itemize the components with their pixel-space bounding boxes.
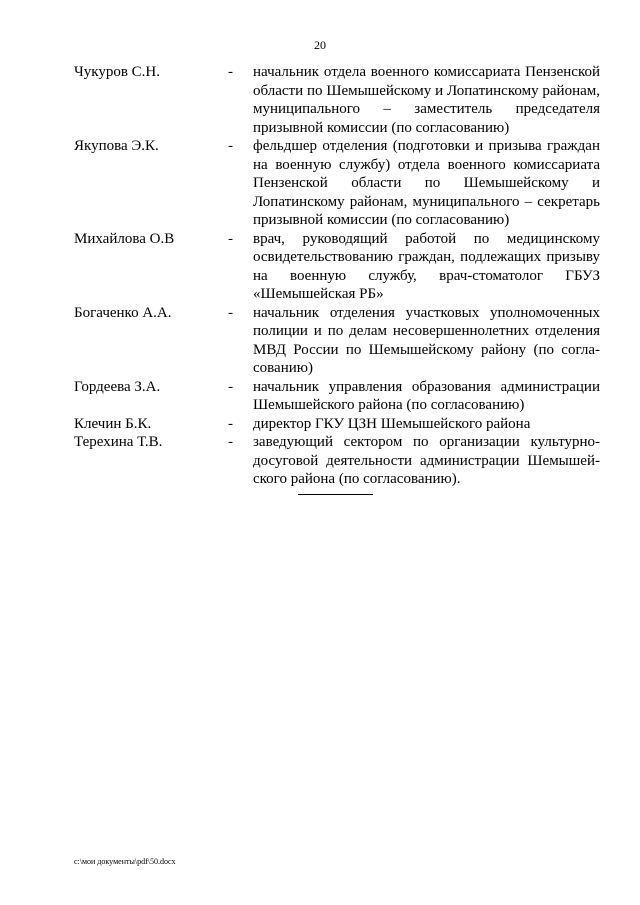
member-description: врач, руководящий работой по медицинскому освидетельствованию граждан, подлежащих призыву на военную службу, врач-стоматолог ГБУЗ «Шемышейская РБ»: [253, 230, 600, 302]
member-description: начальник управления образования администрации Шемышейского района (по согласованию): [253, 378, 600, 413]
member-description: директор ГКУ ЦЗН Шемышейского района: [253, 415, 531, 432]
end-separator-line: [298, 494, 373, 495]
footer-file-path: c:\мои документы\pdf\50.docx: [74, 857, 176, 866]
member-description: начальник отделения участковых уполномоченных полиции и по делам несовершеннолетних отделения МВД России по Шемышейскому району (по согласованию): [253, 304, 600, 376]
member-description: фельдшер отделения (подготовки и призыва граждан на военную службу) отдела военного комиссариата Пензенской области по Шемышейскому и Лопатинскому районам, муниципального – секретарь призывной комиссии (по согласованию): [253, 138, 600, 228]
member-row: [74, 415, 600, 434]
member-row: [74, 378, 600, 415]
member-name: Клечин Б.К.: [74, 415, 152, 432]
member-dash: -: [228, 378, 233, 395]
member-row: [74, 63, 600, 137]
member-dash: -: [228, 304, 233, 321]
member-row: [74, 137, 600, 230]
member-description: начальник отдела военного комиссариата Пензенской области по Шемышейскому и Лопатинскому районам, муниципального – заместитель председателя призывной комиссии (по согласованию): [253, 64, 600, 136]
member-row: [74, 230, 600, 304]
member-dash: -: [228, 138, 233, 154]
member-dash: -: [228, 434, 233, 450]
member-name: Чукуров С.Н.: [74, 64, 160, 80]
member-name: Гордеева З.А.: [74, 378, 161, 395]
member-row: [74, 433, 600, 489]
member-dash: -: [228, 415, 233, 432]
member-name: Терехина Т.В.: [74, 434, 163, 450]
member-description: заведующий сектором по организации культурно-досуговой деятельности администрации Шемышейского района (по согласованию).: [253, 434, 600, 487]
member-row: [74, 304, 600, 378]
member-name: Якупова Э.К.: [74, 138, 159, 154]
page-number: 20: [314, 38, 326, 52]
member-name: Михайлова О.В: [74, 230, 175, 247]
member-name: Богаченко А.А.: [74, 304, 172, 321]
member-dash: -: [228, 230, 233, 247]
member-dash: -: [228, 64, 233, 80]
members-list: [74, 63, 600, 489]
